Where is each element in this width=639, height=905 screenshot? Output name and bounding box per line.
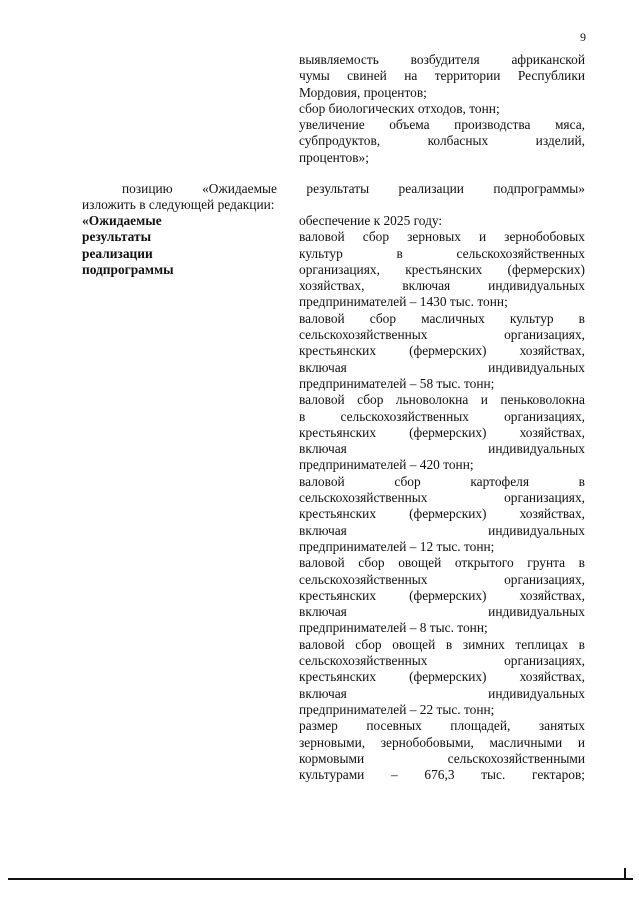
main-line: культур в сельскохозяйственных	[299, 245, 585, 261]
main-line: включая индивидуальных	[299, 604, 585, 620]
main-line: включая индивидуальных	[299, 441, 585, 457]
main-line: сельскохозяйственных организациях,	[299, 490, 585, 506]
main-line: включая индивидуальных	[299, 359, 585, 375]
main-line: предпринимателей – 8 тыс. тонн;	[299, 620, 488, 636]
main-line: сельскохозяйственных организациях,	[299, 571, 585, 587]
main-line: крестьянских (фермерских) хозяйствах,	[299, 506, 585, 522]
top-line: процентов»;	[299, 149, 369, 165]
scan-corner-mark	[624, 868, 626, 878]
position-paragraph	[82, 181, 585, 214]
heading-line: реализации	[82, 245, 153, 261]
main-line: культурами – 676,3 тыс. гектаров;	[299, 767, 585, 783]
heading-line: подпрограммы	[82, 261, 174, 277]
heading-line: результаты	[82, 229, 152, 245]
section-heading	[82, 213, 252, 278]
main-line: валовой сбор картофеля в	[299, 473, 585, 489]
main-line: валовой сбор овощей открытого грунта в	[299, 555, 585, 571]
main-line: хозяйствах, включая индивидуальных	[299, 278, 585, 294]
main-line: предпринимателей – 420 тонн;	[299, 457, 474, 473]
position-line: изложить в следующей редакции:	[82, 197, 275, 213]
main-line: крестьянских (фермерских) хозяйствах,	[299, 669, 585, 685]
top-line: субпродуктов, колбасных изделий,	[299, 133, 585, 149]
main-line: сельскохозяйственных организациях,	[299, 327, 585, 343]
main-line: валовой сбор овощей в зимних теплицах в	[299, 636, 585, 652]
page-number: 9	[580, 30, 586, 44]
top-line: чумы свиней на территории Республики	[299, 68, 585, 84]
heading-line: «Ожидаемые	[82, 213, 162, 228]
bottom-rule	[8, 878, 633, 880]
main-line: предпринимателей – 12 тыс. тонн;	[299, 538, 495, 554]
main-block	[299, 213, 585, 783]
top-line: сбор биологических отходов, тонн;	[299, 100, 500, 116]
top-line: увеличение объема производства мяса,	[299, 117, 585, 133]
top-block	[299, 52, 585, 166]
main-line: включая индивидуальных	[299, 522, 585, 538]
main-line: крестьянских (фермерских) хозяйствах,	[299, 587, 585, 603]
main-line: валовой сбор масличных культур в	[299, 310, 585, 326]
main-line: размер посевных площадей, занятых	[299, 718, 585, 734]
position-line: позицию «Ожидаемые результаты реализации подпрограммы»	[122, 181, 585, 196]
main-line: предпринимателей – 58 тыс. тонн;	[299, 375, 495, 391]
main-line: валовой сбор зерновых и зернобобовых	[299, 229, 585, 245]
main-line: валовой сбор льноволокна и пеньковолокна	[299, 392, 585, 408]
main-line: сельскохозяйственных организациях,	[299, 653, 585, 669]
main-line: организациях, крестьянских (фермерских)	[299, 261, 585, 277]
main-line: крестьянских (фермерских) хозяйствах,	[299, 424, 585, 440]
main-line: предпринимателей – 22 тыс. тонн;	[299, 701, 495, 717]
main-line: включая индивидуальных	[299, 685, 585, 701]
main-line: кормовыми сельскохозяйственными	[299, 750, 585, 766]
main-line: предпринимателей – 1430 тыс. тонн;	[299, 294, 508, 310]
main-line: в сельскохозяйственных организациях,	[299, 408, 585, 424]
top-line: выявляемость возбудителя африканской	[299, 52, 585, 67]
main-line: зерновыми, зернобобовыми, масличными и	[299, 734, 585, 750]
main-line: обеспечение к 2025 году:	[299, 213, 443, 228]
main-line: крестьянских (фермерских) хозяйствах,	[299, 343, 585, 359]
top-line: Мордовия, процентов;	[299, 84, 427, 100]
